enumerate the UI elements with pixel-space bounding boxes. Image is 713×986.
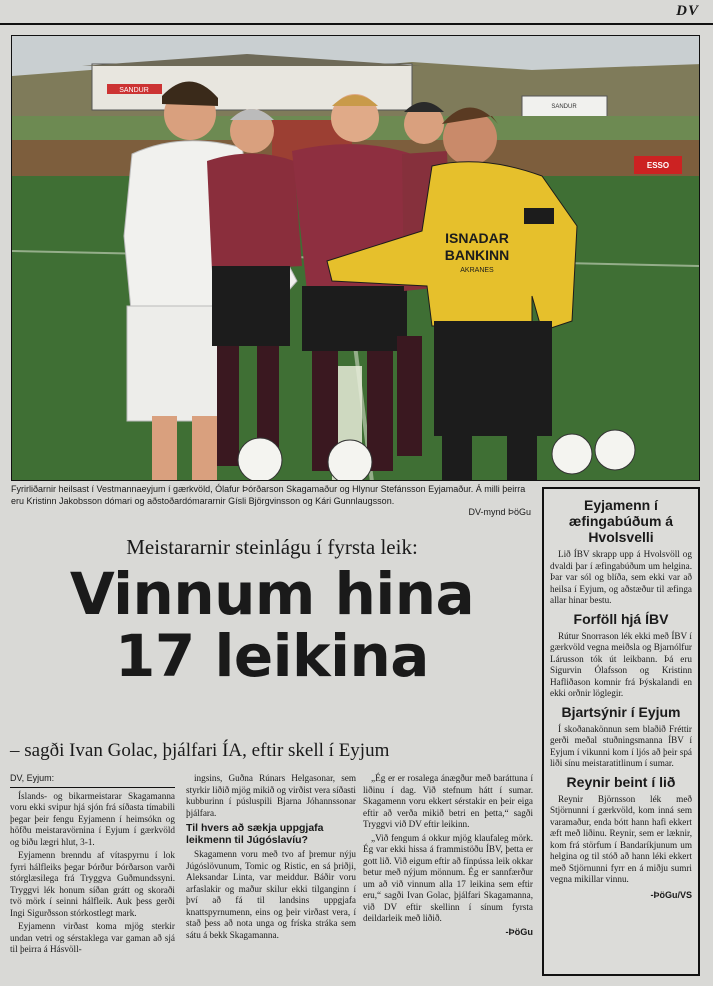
article-headline (10, 560, 534, 690)
article-dateline: DV, Eyjum: (10, 773, 175, 788)
article-paragraph: Eyjamenn brenndu af vítaspyrnu í lok fyrri hálfleiks þegar Þórður Þórðarson varði stórglæsilega frá Tryggva Guðmundssyni. Tryggvi lék honum síðan grátt og skoraði tvö mörk í seinni hálfleik. Auk þess gerði Ingi Sigurðsson stórkostlegt mark. (10, 850, 175, 918)
shirt-sponsor-line1: ISNADAR (445, 230, 509, 246)
sidebar-signature: -ÞöGu/VS (650, 889, 692, 900)
sidebar-paragraph: Í skoðanakönnun sem blaðið Fréttir gerði meðal stuðningsmanna ÍBV í Eyjum í vikunni kom í ljós að þeir spá liði sínu meistaratitlinum í sumar. (550, 723, 692, 768)
headline-line-1: Vinnum hina (69, 560, 475, 628)
news-sidebar (542, 487, 700, 976)
article-column-1 (10, 773, 175, 958)
article-paragraph: Eyjamenn virðast koma mjög sterkir undan vetri og sérstaklega var gaman að sjá til þeirra á Hásvöll- (10, 921, 175, 954)
sidebar-paragraph: Rútur Snorrason lék ekki með ÍBV í gærkvöld vegna meiðsla og Bjarnólfur Lárusson tók út leikbann. Þá eru Sigurvin Ólafsson og Kristinn Hafliðason komnir frá Þýskalandi en ekki orðnir löglegir. (550, 630, 692, 698)
article-kicker: Meistararnir steinlágu í fyrsta leik: (126, 535, 418, 559)
sidebar-heading: Bjartsýnir í Eyjum (561, 703, 681, 720)
article-paragraph: ingsins, Guðna Rúnars Helgasonar, sem styrkir liðið mjög mikið og virðist vera síðasti kubburinn í púsluspili Bjarna Jóhannssonar þjálfara. (186, 773, 356, 818)
article-paragraph: Skagamenn voru með tvo af þremur nýju Júgóslövunum, Tomic og Ristic, en sá þriðji, Aleksandar Linta, var meiddur. Báðir voru arfaslakir og maður skilur ekki tilganginn í því að fá til landsins uppgjafa knattspyrnumenn, eins og þeir virðast vera, í stað þess að nota unga og fríska stráka sem sátu á bekk Skagamanna. (186, 849, 356, 940)
clubhouse-sign: SANDUR (119, 87, 149, 94)
newspaper-logo: DV (676, 3, 699, 19)
photo-caption (11, 484, 531, 519)
article-paragraph: „Ég er er rosalega ánægður með baráttuna í liðinu í dag. Við stefnum hátt í sumar. Skagamenn voru ekkert sérstakir en þeir eiga eftir að verða mikið betri en þetta,“ sagði Tryggvi við DV eftir leikinn. (363, 773, 533, 829)
article-deck: – sagði Ivan Golac, þjálfari ÍA, eftir skell í Eyjum (10, 740, 390, 761)
article-subheading: Til hvers að sækja uppgjafa leikmenn til Júgóslavíu? (186, 822, 324, 846)
shirt-sponsor-line2: BANKINN (444, 247, 510, 263)
van-sign: SANDUR (551, 104, 577, 110)
sidebar-paragraph: Reynir Björnsson lék með Stjörnunni í gærkvöld, kom inná sem varamaður, enda bótt hann hafi ekkert æft með liðinu. Reynir, sem er læknir, kom frá störfum í Bandaríkjunum um helgina og til stóð að hann léki ekkert með Stjörnunni fyrr en á miðju sumri vegna mikillar vinnu. (550, 793, 692, 884)
photo-credit: DV-mynd ÞöGu (468, 507, 531, 518)
match-photo (11, 35, 700, 481)
sidebar-heading: Reynir beint í lið (566, 773, 676, 790)
sidebar-heading: Eyjamenn í æfingabúðum á Hvolsvelli (568, 497, 674, 545)
article-paragraph: „Við fengum á okkur mjög klaufaleg mörk. Ég var ekki hissa á frammistöðu ÍBV, þetta er gott lið. Við eigum eftir að fínpússa leik okkar betur með nýjum mönnum. Ég er sannfærður um að við vinnum alla 17 leikina sem eftir eru,“ sagði Ivan Golac, þjálfari Skagamanna, við DV eftir skellinn í sínum fyrsta deildarleik með liðið. (363, 832, 533, 923)
headline-line-2: 17 leikina (115, 622, 429, 690)
article-paragraph: Íslands- og bikarmeistarar Skagamanna voru ekki svipur hjá sjón frá síðasta tímabili þegar þeir fengu Eyjamenn í heimsókn og höfðu meistaravörnina í Eyjum í gærkvöld og biðu lægri hlut, 3-1. (10, 790, 175, 847)
shirt-sponsor-line3: AKRANES (460, 267, 494, 274)
article-column-2 (186, 773, 356, 943)
masthead-rule (0, 23, 713, 25)
article-signature: -ÞöGu (505, 926, 533, 937)
article-column-3 (363, 773, 533, 940)
sidebar-paragraph: Lið ÍBV skrapp upp á Hvolsvöll og dvaldi þar í æfingabúðum um helgina. Þar var sól og blíða, sem ekki var að heilsa í Eyjum, og aðstæður til æfinga allar hinar bestu. (550, 549, 692, 605)
caption-text: Fyrirliðarnir heilsast í Vestmannaeyjum í gærkvöld, Ólafur Þórðarson Skagamaður og Hlynur Stefánsson Eyjamaður. Á milli þeirra eru Kristinn Jakobsson dómari og aðstoðardómararnir Gísli Björgvinsson og Kári Gunnlaugsson. (11, 484, 526, 506)
esso-ad-board: ESSO (646, 161, 670, 170)
sidebar-heading: Forföll hjá ÍBV (573, 610, 669, 627)
